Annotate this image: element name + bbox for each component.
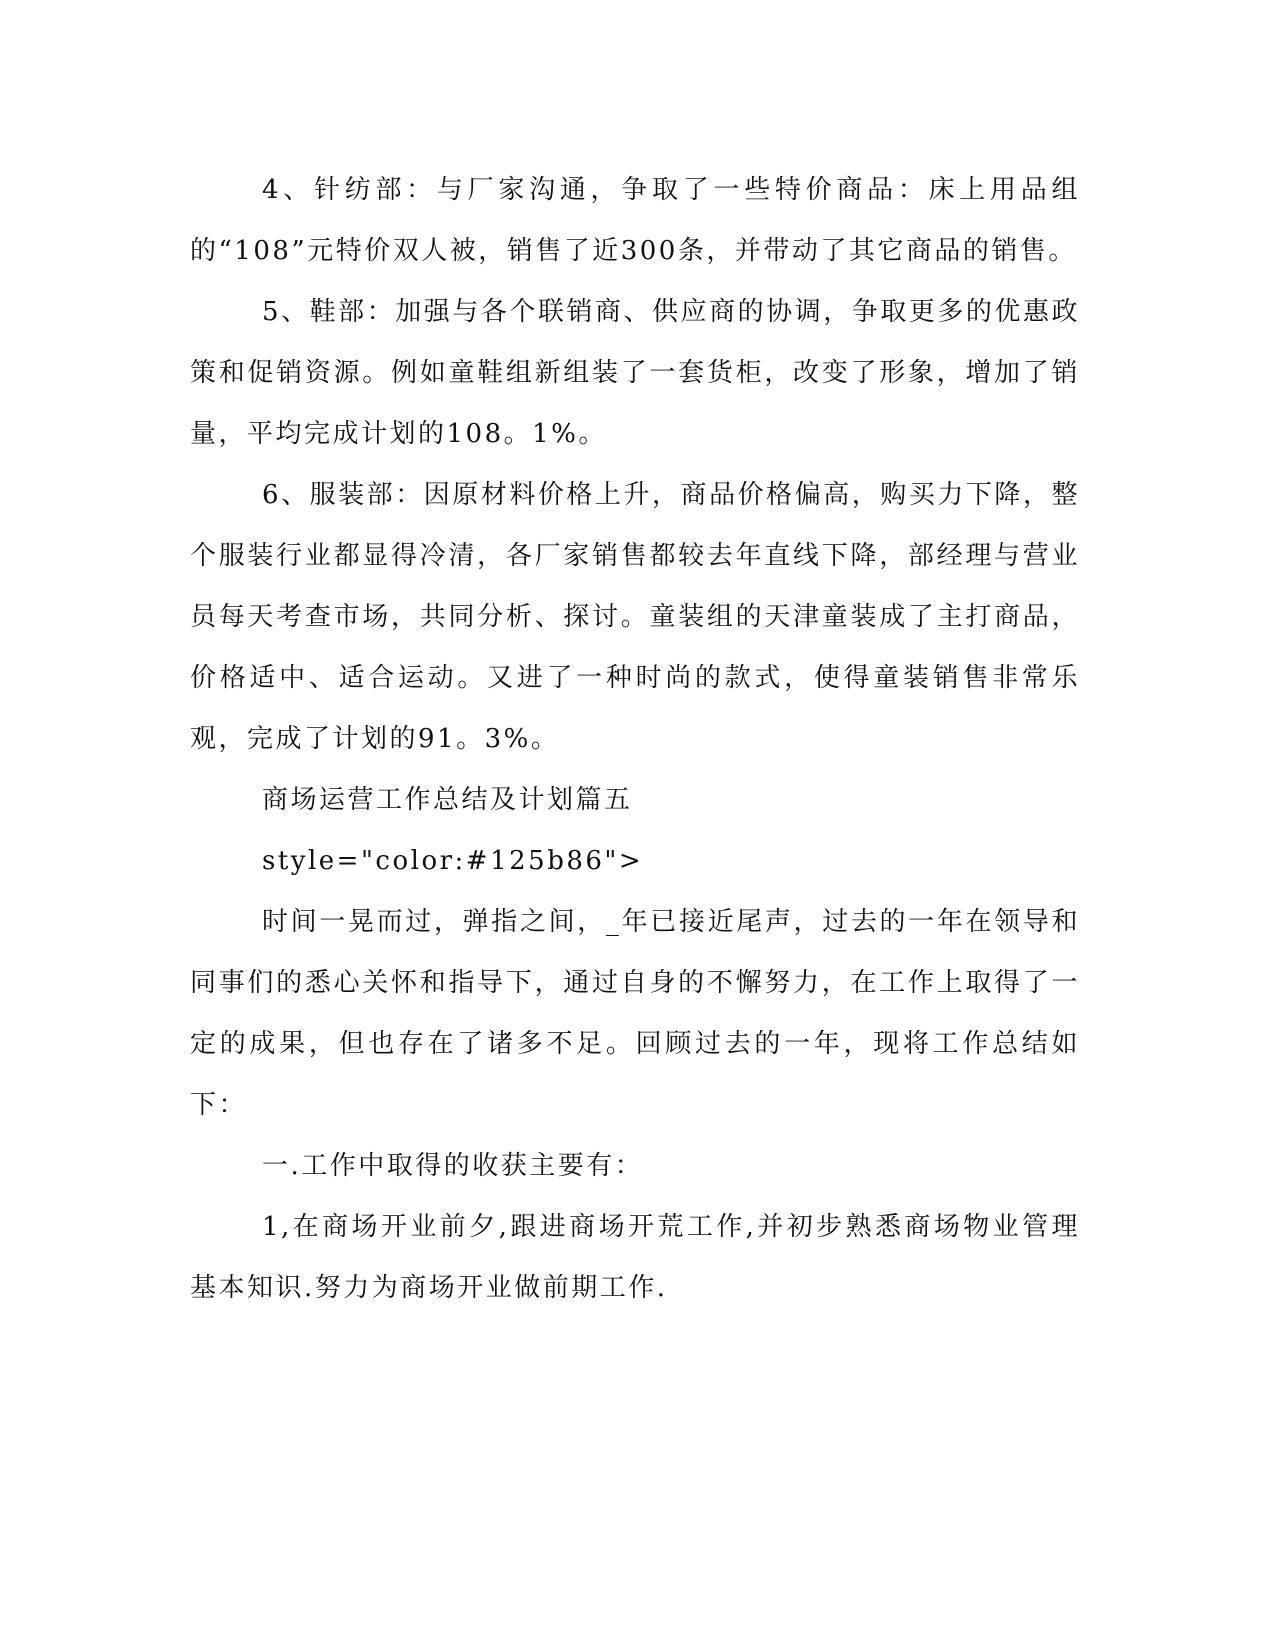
paragraph-clothing-department: 6、服装部：因原材料价格上升，商品价格偏高，购买力下降，整个服装行业都显得冷清，各厂家销售都较去年直线下降，部经理与营业员每天考查市场，共同分析、探讨。童装组的天津童装成了主打商品，价格适中、适合运动。又进了一种时尚的款式，使得童装销售非常乐观，完成了计划的91。3%。	[190, 480, 1080, 754]
paragraph-knitwear-department: 4、针纺部：与厂家沟通，争取了一些特价商品：床上用品组的“108”元特价双人被，销售了近300条，并带动了其它商品的销售。	[190, 175, 1080, 266]
stray-style-text: style="color:#125b86">	[262, 846, 644, 876]
section-heading: 商场运营工作总结及计划篇五	[262, 785, 633, 815]
paragraph-achievements-heading: 一.工作中取得的收获主要有：	[262, 1151, 644, 1181]
paragraph-shoe-department: 5、鞋部：加强与各个联销商、供应商的协调，争取更多的优惠政策和促销资源。例如童鞋组新组装了一套货柜，改变了形象，增加了销量，平均完成计划的108。1%。	[190, 297, 1080, 449]
paragraph-achievement-1: 1,在商场开业前夕,跟进商场开荒工作,并初步熟悉商场物业管理基本知识.努力为商场开业做前期工作.	[190, 1212, 1080, 1303]
document-body	[190, 160, 1080, 1319]
paragraph-intro: 时间一晃而过，弹指之间，_年已接近尾声，过去的一年在领导和同事们的悉心关怀和指导下，通过自身的不懈努力，在工作上取得了一定的成果，但也存在了诸多不足。回顾过去的一年，现将工作总结如下：	[190, 907, 1080, 1120]
